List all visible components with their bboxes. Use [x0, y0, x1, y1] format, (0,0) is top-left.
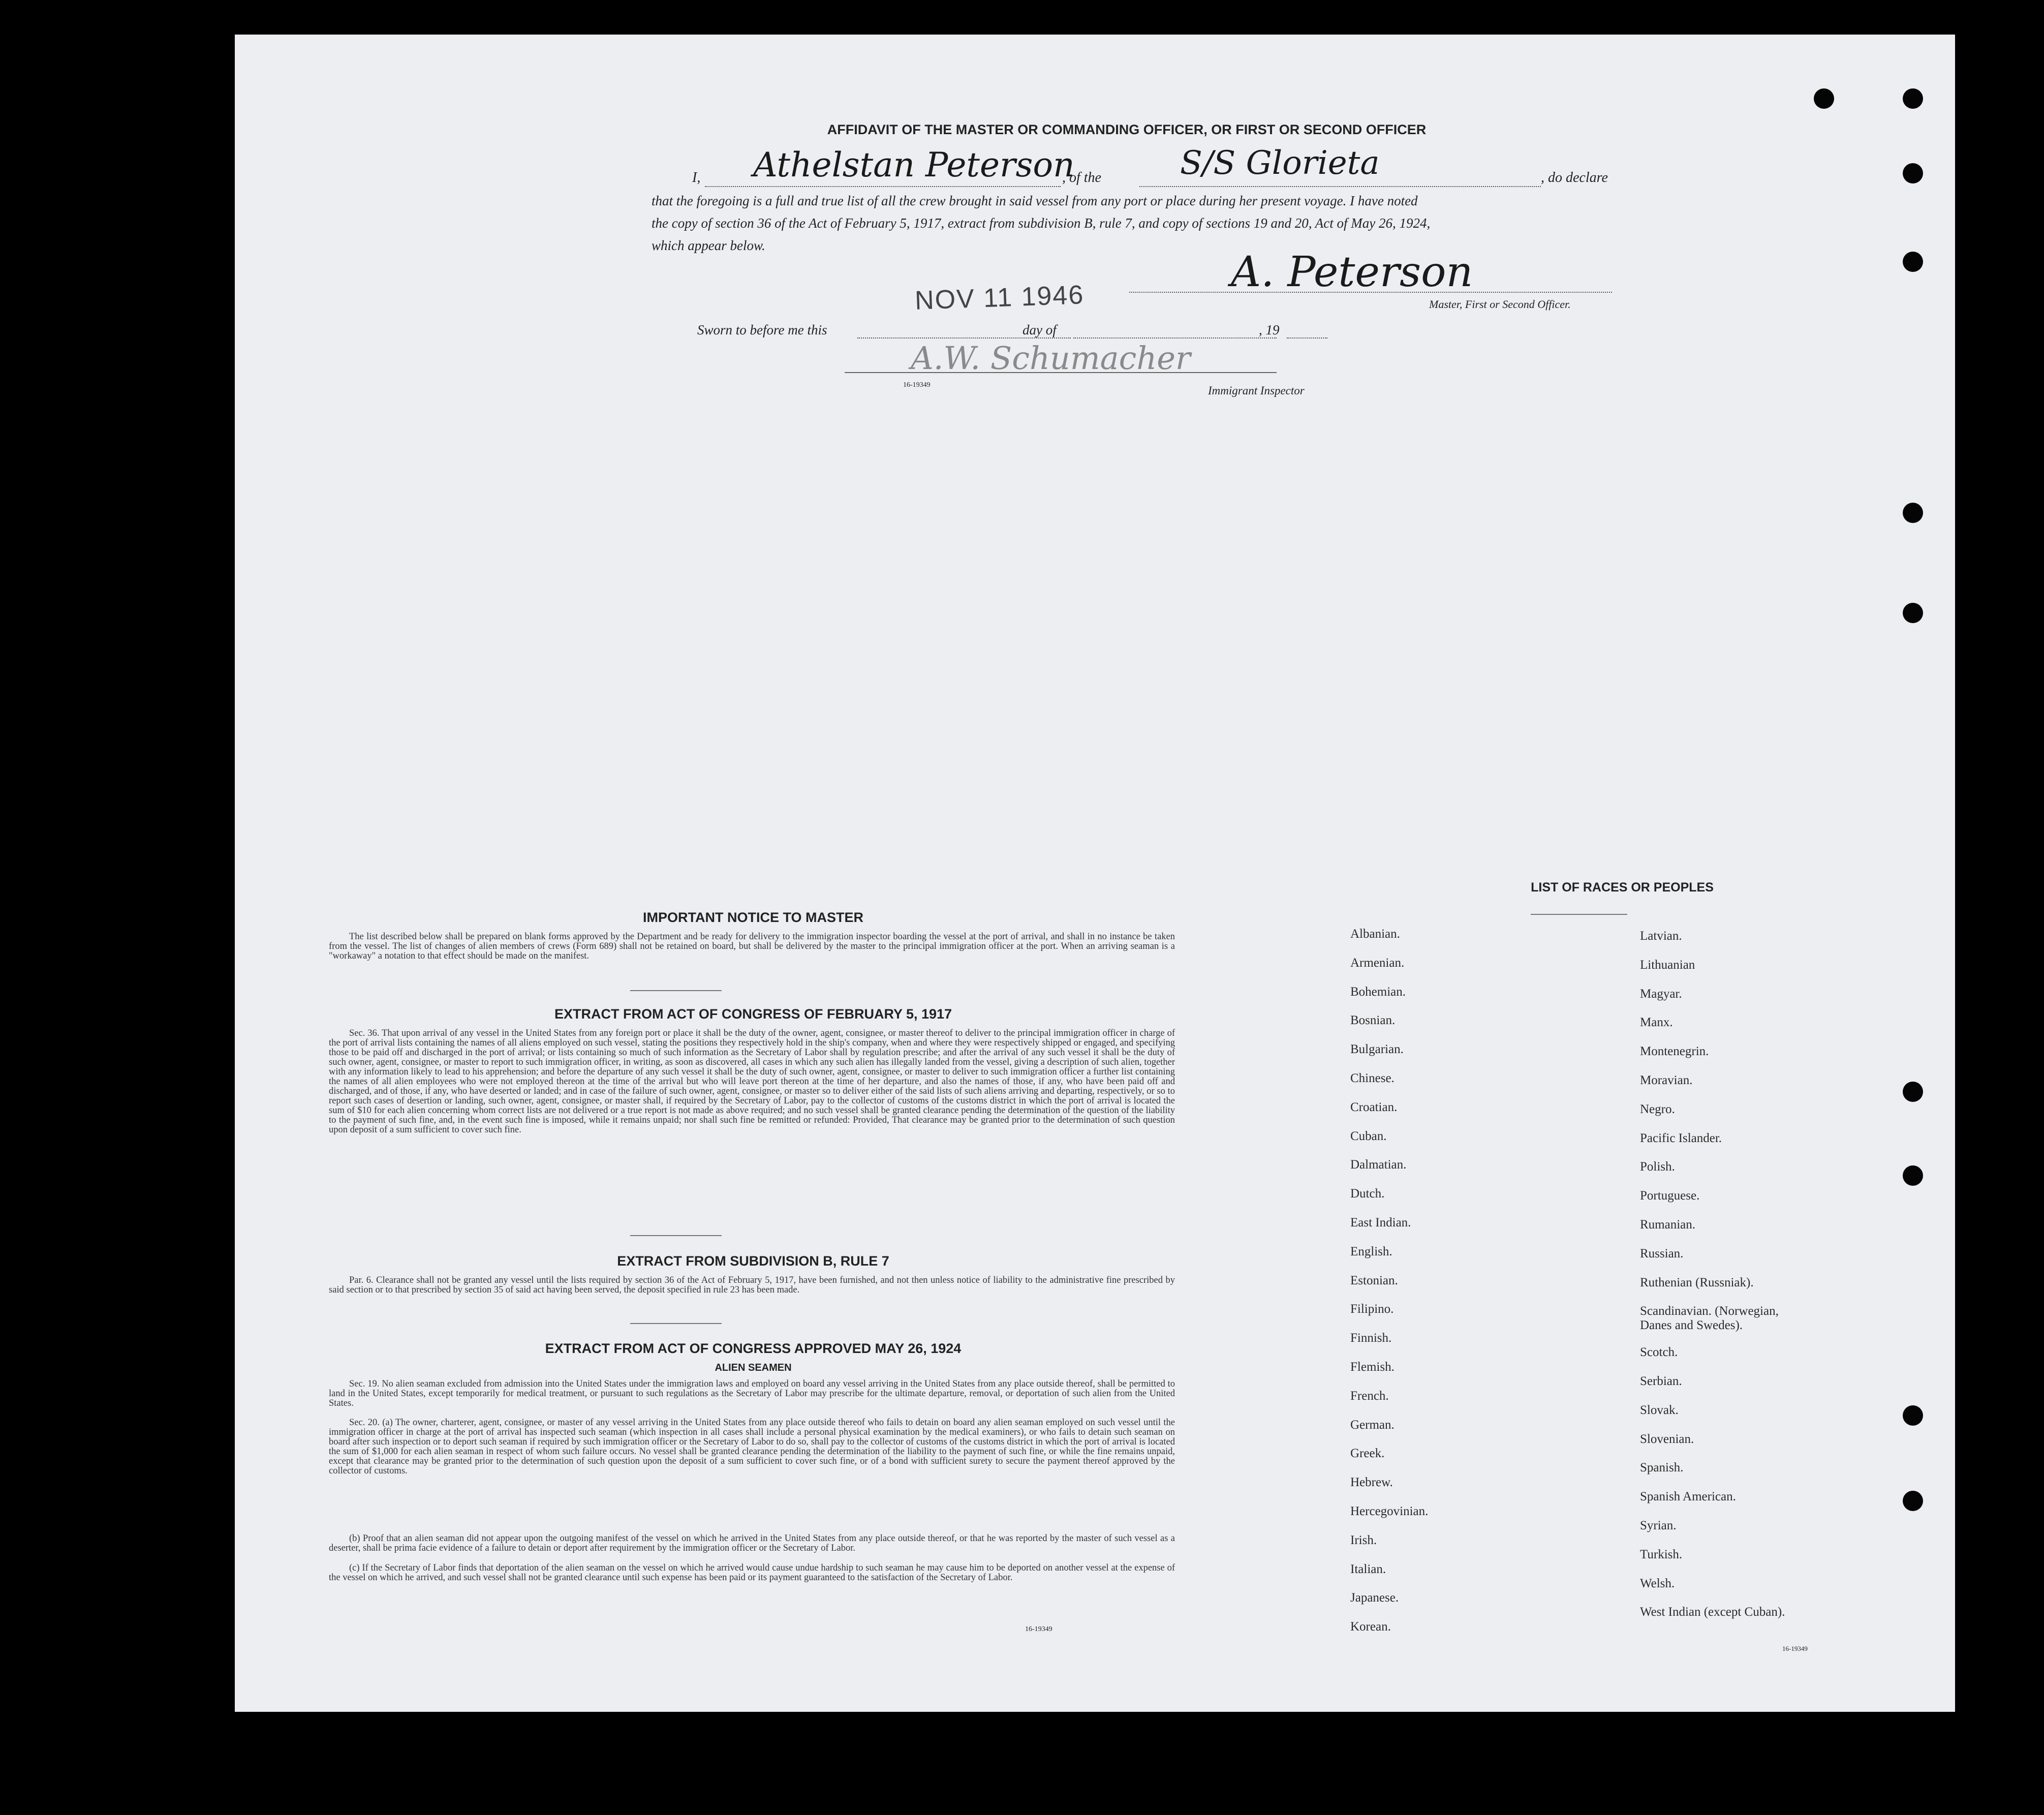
- race-item: Hercegovinian.: [1350, 1504, 1429, 1518]
- punch-hole: [1903, 252, 1923, 272]
- punch-hole: [1903, 1082, 1923, 1102]
- form-page: [235, 35, 1955, 1712]
- race-item: Scandinavian. (Norwegian, Danes and Swedes).: [1640, 1304, 1779, 1333]
- extract-rule7-text: Par. 6. Clearance shall not be granted any vessel until the lists required by section 36 of the Act of February 5, 1917, have been furnished, and not then unless notice of liability to the administrative fine prescribed by said section or to that prescribed by section 35 of said act having been served, the deposit specified in rule 23 has been made.: [329, 1275, 1175, 1295]
- race-item: Portuguese.: [1640, 1189, 1700, 1203]
- race-item: Bulgarian.: [1350, 1042, 1404, 1057]
- race-item: English.: [1350, 1244, 1392, 1258]
- affidavit-title: AFFIDAVIT OF THE MASTER OR COMMANDING OFFICER, OR FIRST OR SECOND OFFICER: [827, 122, 1427, 137]
- form-number-bottom-right: 16-19349: [1782, 1645, 1808, 1652]
- race-item: Flemish.: [1350, 1360, 1395, 1374]
- race-item: Chinese.: [1350, 1071, 1395, 1085]
- race-item: Rumanian.: [1640, 1218, 1696, 1232]
- race-item: Bosnian.: [1350, 1013, 1396, 1028]
- races-title: LIST OF RACES OR PEOPLES: [1531, 880, 1714, 895]
- race-item: Cuban.: [1350, 1129, 1387, 1143]
- affidavit-body-line-2: the copy of section 36 of the Act of February 5, 1917, extract from subdivision B, rule 7, and copy of sections 19 and 20, Act of May 26, 1924,: [652, 216, 1431, 231]
- inspector-caption: Immigrant Inspector: [1208, 384, 1305, 397]
- punch-hole: [1903, 1165, 1923, 1186]
- year-label: , 19: [1259, 322, 1280, 337]
- race-item: Serbian.: [1640, 1374, 1682, 1388]
- sec-20b-text: (b) Proof that an alien seaman did not appear upon the outgoing manifest of the vessel on which he arrived in the United States from any place outside thereof, or that he was reported by the master of such vessel as a deserter, shall be prima facie evidence of a failure to detain or deport after requirement by the immigration officer or the Secretary of Labor.: [329, 1533, 1175, 1553]
- race-item: Spanish American.: [1640, 1490, 1736, 1504]
- race-item: Japanese.: [1350, 1591, 1399, 1605]
- extract-1917-title: EXTRACT FROM ACT OF CONGRESS OF FEBRUARY 5, 1917: [554, 1006, 952, 1022]
- sec-20a-text: Sec. 20. (a) The owner, charterer, agent, consignee, or master of any vessel arriving in the United States from any place outside thereof who fails to detain on board any alien seaman employed on such vessel until the immigration officer in charge at the port of arrival has inspected such seaman (which inspection in all cases shall include a personal physical examination by the medical examiners), or who fails to detain such seaman on board after such inspection or to deport such seaman if required by such immigration officer or the Secretary of Labor to do so, shall pay to the collector of customs of the customs district in which the port of arrival is located the sum of $1,000 for each alien seaman in respect of whom such failure occurs. No vessel shall be granted clearance pending the determination of the liability to the payment of such fine, or while the fine remains unpaid, except that clearance may be granted prior to the determination of such question upon the deposit of a sum sufficient to cover such fine, or of a bond with sufficient surety to secure the payment thereof approved by the collector of customs.: [329, 1418, 1175, 1476]
- race-item: Montenegrin.: [1640, 1044, 1709, 1059]
- extract-rule7-title: EXTRACT FROM SUBDIVISION B, RULE 7: [617, 1253, 889, 1269]
- day-of-label: day of: [1023, 322, 1057, 337]
- race-item: Greek.: [1350, 1447, 1385, 1461]
- master-signature: A. Peterson: [1231, 248, 1473, 296]
- inspector-signature: A.W. Schumacher: [911, 340, 1191, 377]
- race-item: West Indian (except Cuban).: [1640, 1605, 1785, 1619]
- race-item: East Indian.: [1350, 1216, 1411, 1229]
- race-item: Spanish.: [1640, 1461, 1684, 1475]
- race-item: Syrian.: [1640, 1519, 1677, 1532]
- race-item: Manx.: [1640, 1016, 1673, 1030]
- race-item: German.: [1350, 1418, 1395, 1432]
- race-item: Albanian.: [1350, 927, 1400, 941]
- race-item: Slovak.: [1640, 1403, 1679, 1417]
- race-item: Bohemian.: [1350, 985, 1406, 999]
- race-item: Moravian.: [1640, 1073, 1693, 1087]
- alien-seamen-subtitle: ALIEN SEAMEN: [715, 1362, 792, 1373]
- race-item: Russian.: [1640, 1246, 1684, 1260]
- vessel-name-handwritten: S/S Glorieta: [1180, 144, 1380, 182]
- race-item: Finnish.: [1350, 1331, 1392, 1345]
- race-item: Magyar.: [1640, 987, 1682, 1001]
- master-signature-caption: Master, First or Second Officer.: [1429, 298, 1571, 311]
- extract-1924-title: EXTRACT FROM ACT OF CONGRESS APPROVED MAY 26, 1924: [545, 1341, 962, 1356]
- affidavit-body-line-1: that the foregoing is a full and true list of all the crew brought in said vessel from any port or place during her present voyage. I have noted: [652, 193, 1418, 208]
- i-label: I,: [692, 170, 701, 186]
- race-item: Irish.: [1350, 1533, 1377, 1547]
- officer-name-handwritten: Athelstan Peterson: [753, 145, 1075, 184]
- race-item: Dalmatian.: [1350, 1158, 1407, 1172]
- race-item: Italian.: [1350, 1562, 1386, 1576]
- punch-hole: [1903, 603, 1923, 623]
- extract-1917-text: Sec. 36. That upon arrival of any vessel in the United States from any foreign port or place it shall be the duty of the owner, agent, consignee, or master thereof to deliver to the principal immigration officer in charge of the port of arrival lists containing the names of all aliens employed on such vessel, stating the positions they respectively hold in the ship's company, when and where they were respectively shipped or engaged, and specifying those to be paid off and discharged in the port of arrival; or lists containing so much of such information as the Secretary of Labor shall by regulation prescribe; and after the arrival of any such vessel it shall be the duty of such owner, agent, consignee, or master to report to such immigration officer, in writing, as soon as discovered, all cases in which any such alien has illegally landed from the vessel, giving a description of such alien, together with any information likely to lead to his apprehension; and before the departure of any such vessel it shall be the duty of such owner, agent, consignee, or master to deliver to such immigration officer a further list containing the names of all alien employees who were not employed thereon at the time of the arrival but who will leave port thereon at the time of her departure, and also the names of those, if any, who have been paid off and discharged, and of those, if any, who have deserted or landed; and in case of the failure of such owner, agent, consignee, or master so to deliver either of the said lists of such aliens arriving and departing, respectively, or so to report such cases of desertion or landing, such owner, agent, consignee, or master shall, if required by the Secretary of Labor, pay to the collector of customs of the customs district in which the port of arrival is located the sum of $10 for each alien concerning whom correct lists are not delivered or a true report is not made as above required; and no such vessel shall be granted clearance pending the determination of the question of the liability to the payment of such fine, and, in the event such fine is imposed, while it remains unpaid; nor shall such fine be remitted or refunded: Provided, That clearance may be granted prior to the determination of such question upon deposit of a sum sufficient to cover such fine.: [329, 1028, 1175, 1135]
- punch-hole: [1814, 88, 1834, 109]
- sec-19-text: Sec. 19. No alien seaman excluded from admission into the United States under the immigration laws and employed on board any vessel arriving in the United States from any place outside thereof, shall be permitted to land in the United States, except temporarily for medical treatment, or pursuant to such regulations as the Secretary of Labor may prescribe for the ultimate departure, removal, or deportation of such alien from the United States.: [329, 1379, 1175, 1408]
- punch-hole: [1903, 503, 1923, 523]
- of-the-label: , of the: [1062, 170, 1101, 186]
- race-item: Welsh.: [1640, 1576, 1675, 1590]
- race-item: Armenian.: [1350, 956, 1405, 970]
- do-declare-label: , do declare: [1541, 170, 1608, 186]
- race-item: Polish.: [1640, 1160, 1675, 1174]
- punch-hole: [1903, 1405, 1923, 1426]
- punch-hole: [1903, 1491, 1923, 1511]
- race-item: French.: [1350, 1389, 1389, 1403]
- race-item: Dutch.: [1350, 1187, 1385, 1201]
- race-item: Negro.: [1640, 1102, 1675, 1116]
- race-item: Latvian.: [1640, 929, 1682, 943]
- form-number-bottom-left: 16-19349: [1025, 1625, 1052, 1633]
- race-item: Estonian.: [1350, 1273, 1398, 1287]
- punch-hole: [1903, 88, 1923, 109]
- sworn-label: Sworn to before me this: [697, 322, 827, 337]
- race-item: Scotch.: [1640, 1345, 1678, 1360]
- notice-title: IMPORTANT NOTICE TO MASTER: [643, 910, 863, 925]
- notice-text: The list described below shall be prepared on blank forms approved by the Department and be ready for delivery to the immigration inspector boarding the vessel at the port of arrival, and shall in no instance be taken from the vessel. The list of changes of alien members of crews (Form 689) shall not be retained on board, but shall be delivered by the master to the principal immigration officer at the port. When an arriving seaman is a "workaway" a notation to that effect should be made on the manifest.: [329, 932, 1175, 961]
- form-number-top: 16-19349: [903, 381, 931, 389]
- punch-hole: [1903, 163, 1923, 183]
- affidavit-body-line-3: which appear below.: [652, 238, 765, 253]
- race-item: Hebrew.: [1350, 1475, 1393, 1490]
- sec-20c-text: (c) If the Secretary of Labor finds that deportation of the alien seaman on the vessel on which he arrived would cause undue hardship to such seaman he may cause him to be deported on another vessel at the expense of the vessel on which he arrived, and such vessel shall not be granted clearance until such expense has been paid or its payment guaranteed to the satisfaction of the Secretary of Labor.: [329, 1563, 1175, 1583]
- race-item: Ruthenian (Russniak).: [1640, 1275, 1754, 1289]
- race-item: Croatian.: [1350, 1100, 1398, 1114]
- race-item: Turkish.: [1640, 1547, 1683, 1561]
- race-item: Lithuanian: [1640, 958, 1695, 972]
- race-item: Korean.: [1350, 1620, 1391, 1634]
- date-stamp: NOV 11 1946: [914, 280, 1085, 316]
- race-item: Pacific Islander.: [1640, 1131, 1722, 1145]
- race-item: Filipino.: [1350, 1302, 1394, 1316]
- race-item: Slovenian.: [1640, 1432, 1694, 1446]
